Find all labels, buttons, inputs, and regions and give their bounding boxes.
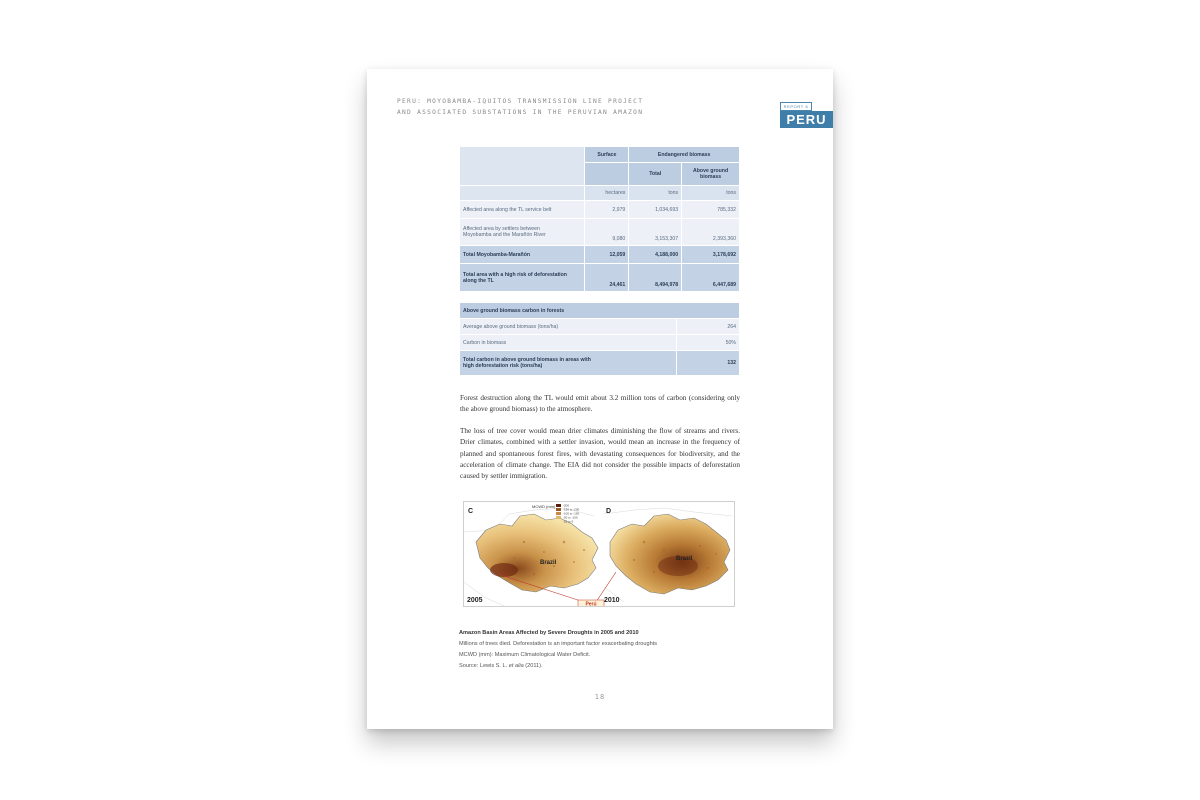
row-total: 8,494,978	[629, 264, 681, 291]
row-surface: 12,059	[585, 246, 628, 263]
row-label-line2: high deforestation risk (tons/ha)	[463, 363, 543, 369]
caption-title: Amazon Basin Areas Affected by Severe Droughts in 2005 and 2010	[459, 630, 639, 636]
report-number-badge: REPORT 6	[780, 102, 812, 111]
legend-entry: -50 to -100	[563, 515, 578, 520]
paragraph-emissions: Forest destruction along the TL would emit about 3.2 million tons of carbon (considering only the above ground biomass) to the atmosphere.	[460, 394, 740, 414]
row-above: 3,178,692	[682, 246, 739, 263]
caption-source-italic: et alia	[508, 663, 524, 669]
unit-above: tons	[682, 186, 739, 200]
running-header	[397, 96, 643, 118]
row-above: 2,393,360	[682, 219, 739, 245]
col-header-above-line1: Above ground	[692, 168, 729, 174]
basin-2010	[610, 514, 730, 594]
paragraph-climate: The loss of tree cover would mean drier climates diminishing the flow of streams and rivers. Drier climates, combined with a settler invasion, would mean an increase in the frequency of planned and spontaneous forest fires, with devastating consequences for biodiversity, and the acceleration of climate change. The EIA did not consider the possible impacts of deforestation caused by settler immigration.	[460, 427, 740, 481]
table-row	[460, 201, 739, 218]
drought-maps	[464, 502, 734, 606]
running-header-line1: PERU: MOYOBAMBA-IQUITOS TRANSMISSION LINE PROJECT	[397, 98, 644, 105]
caption-line2: MCWD (mm): Maximum Climatological Water Deficit.	[459, 652, 591, 658]
row-value: 132	[677, 351, 739, 375]
row-above: 6,447,689	[682, 264, 739, 291]
row-total: 1,034,693	[629, 201, 681, 218]
table-row	[460, 219, 739, 245]
legend-entry: -25 to 0	[563, 519, 574, 524]
caption-line1: Millions of trees died. Deforestation is an important factor exacerbating droughts	[459, 641, 658, 647]
legend-entry: -100 to -150	[563, 511, 580, 516]
row-label-line1: Total area with a high risk of deforestation	[463, 271, 567, 278]
row-value: 264	[677, 319, 739, 334]
legend-title: MCWD (mm)	[532, 504, 556, 509]
country-badge: PERU	[780, 111, 833, 128]
caption-source-suffix: (2011).	[523, 663, 543, 669]
year-label-2005: 2005	[467, 597, 483, 604]
row-label: Total Moyobamba-Marañón	[460, 246, 584, 263]
unit-surface: hectares	[585, 186, 628, 200]
figure-caption	[459, 628, 759, 672]
row-label: Carbon in biomass	[460, 335, 676, 350]
row-total: 3,153,307	[629, 219, 681, 245]
col-header-above-line2: biomass	[700, 174, 722, 180]
col-header-above	[682, 163, 739, 185]
peru-label: Perú	[585, 601, 597, 606]
row-total: 4,188,000	[629, 246, 681, 263]
table-row	[460, 351, 739, 375]
row-label-line2: Moyobamba and the Marañón River	[463, 232, 546, 238]
unit-total: tons	[629, 186, 681, 200]
table-row	[460, 319, 739, 334]
caption-source-prefix: Source: Lewis S. L.	[459, 663, 509, 669]
carbon-table	[459, 302, 740, 376]
page-number: 18	[594, 693, 606, 701]
legend-entry: -150 to -200	[563, 507, 580, 512]
col-header-surface: Surface	[585, 147, 628, 162]
panel-label-c: C	[468, 508, 474, 515]
row-label: Average above ground biomass (tons/ha)	[460, 319, 676, 334]
biomass-table	[459, 146, 740, 292]
row-label-line1: Total carbon in above ground biomass in areas with	[463, 357, 591, 363]
drought-map-figure	[463, 501, 735, 607]
carbon-table-title: Above ground biomass carbon in forests	[460, 303, 739, 318]
unit-row-blank	[460, 186, 584, 200]
running-header-line2: AND ASSOCIATED SUBSTATIONS IN THE PERUVIAN AMAZON	[397, 109, 644, 116]
row-label-line2: along the TL	[463, 277, 494, 284]
brazil-label-2010: Brazil	[676, 556, 693, 562]
row-label	[460, 264, 584, 291]
row-label	[460, 219, 584, 245]
table-corner	[460, 147, 584, 185]
row-value: 50%	[677, 335, 739, 350]
row-surface: 24,461	[585, 264, 628, 291]
year-label-2010: 2010	[604, 597, 620, 604]
col-header-blank	[585, 163, 628, 185]
table-row	[460, 335, 739, 350]
row-surface: 2,979	[585, 201, 628, 218]
row-label	[460, 351, 676, 375]
row-surface: 9,080	[585, 219, 628, 245]
document-page	[367, 69, 833, 729]
brazil-label-2005: Brazil	[540, 560, 557, 566]
row-above: 785,332	[682, 201, 739, 218]
caption-source	[459, 661, 759, 672]
legend-entry: -200	[563, 503, 570, 508]
table-row	[460, 264, 739, 291]
hotspot-2005	[490, 563, 518, 577]
col-header-total: Total	[629, 163, 681, 185]
panel-label-d: D	[606, 508, 612, 515]
col-header-biomass: Endangered biomass	[629, 147, 739, 162]
row-label: Affected area along the TL service belt	[460, 201, 584, 218]
row-label-line1: Affected area by settlers between	[463, 226, 540, 232]
table-row	[460, 246, 739, 263]
